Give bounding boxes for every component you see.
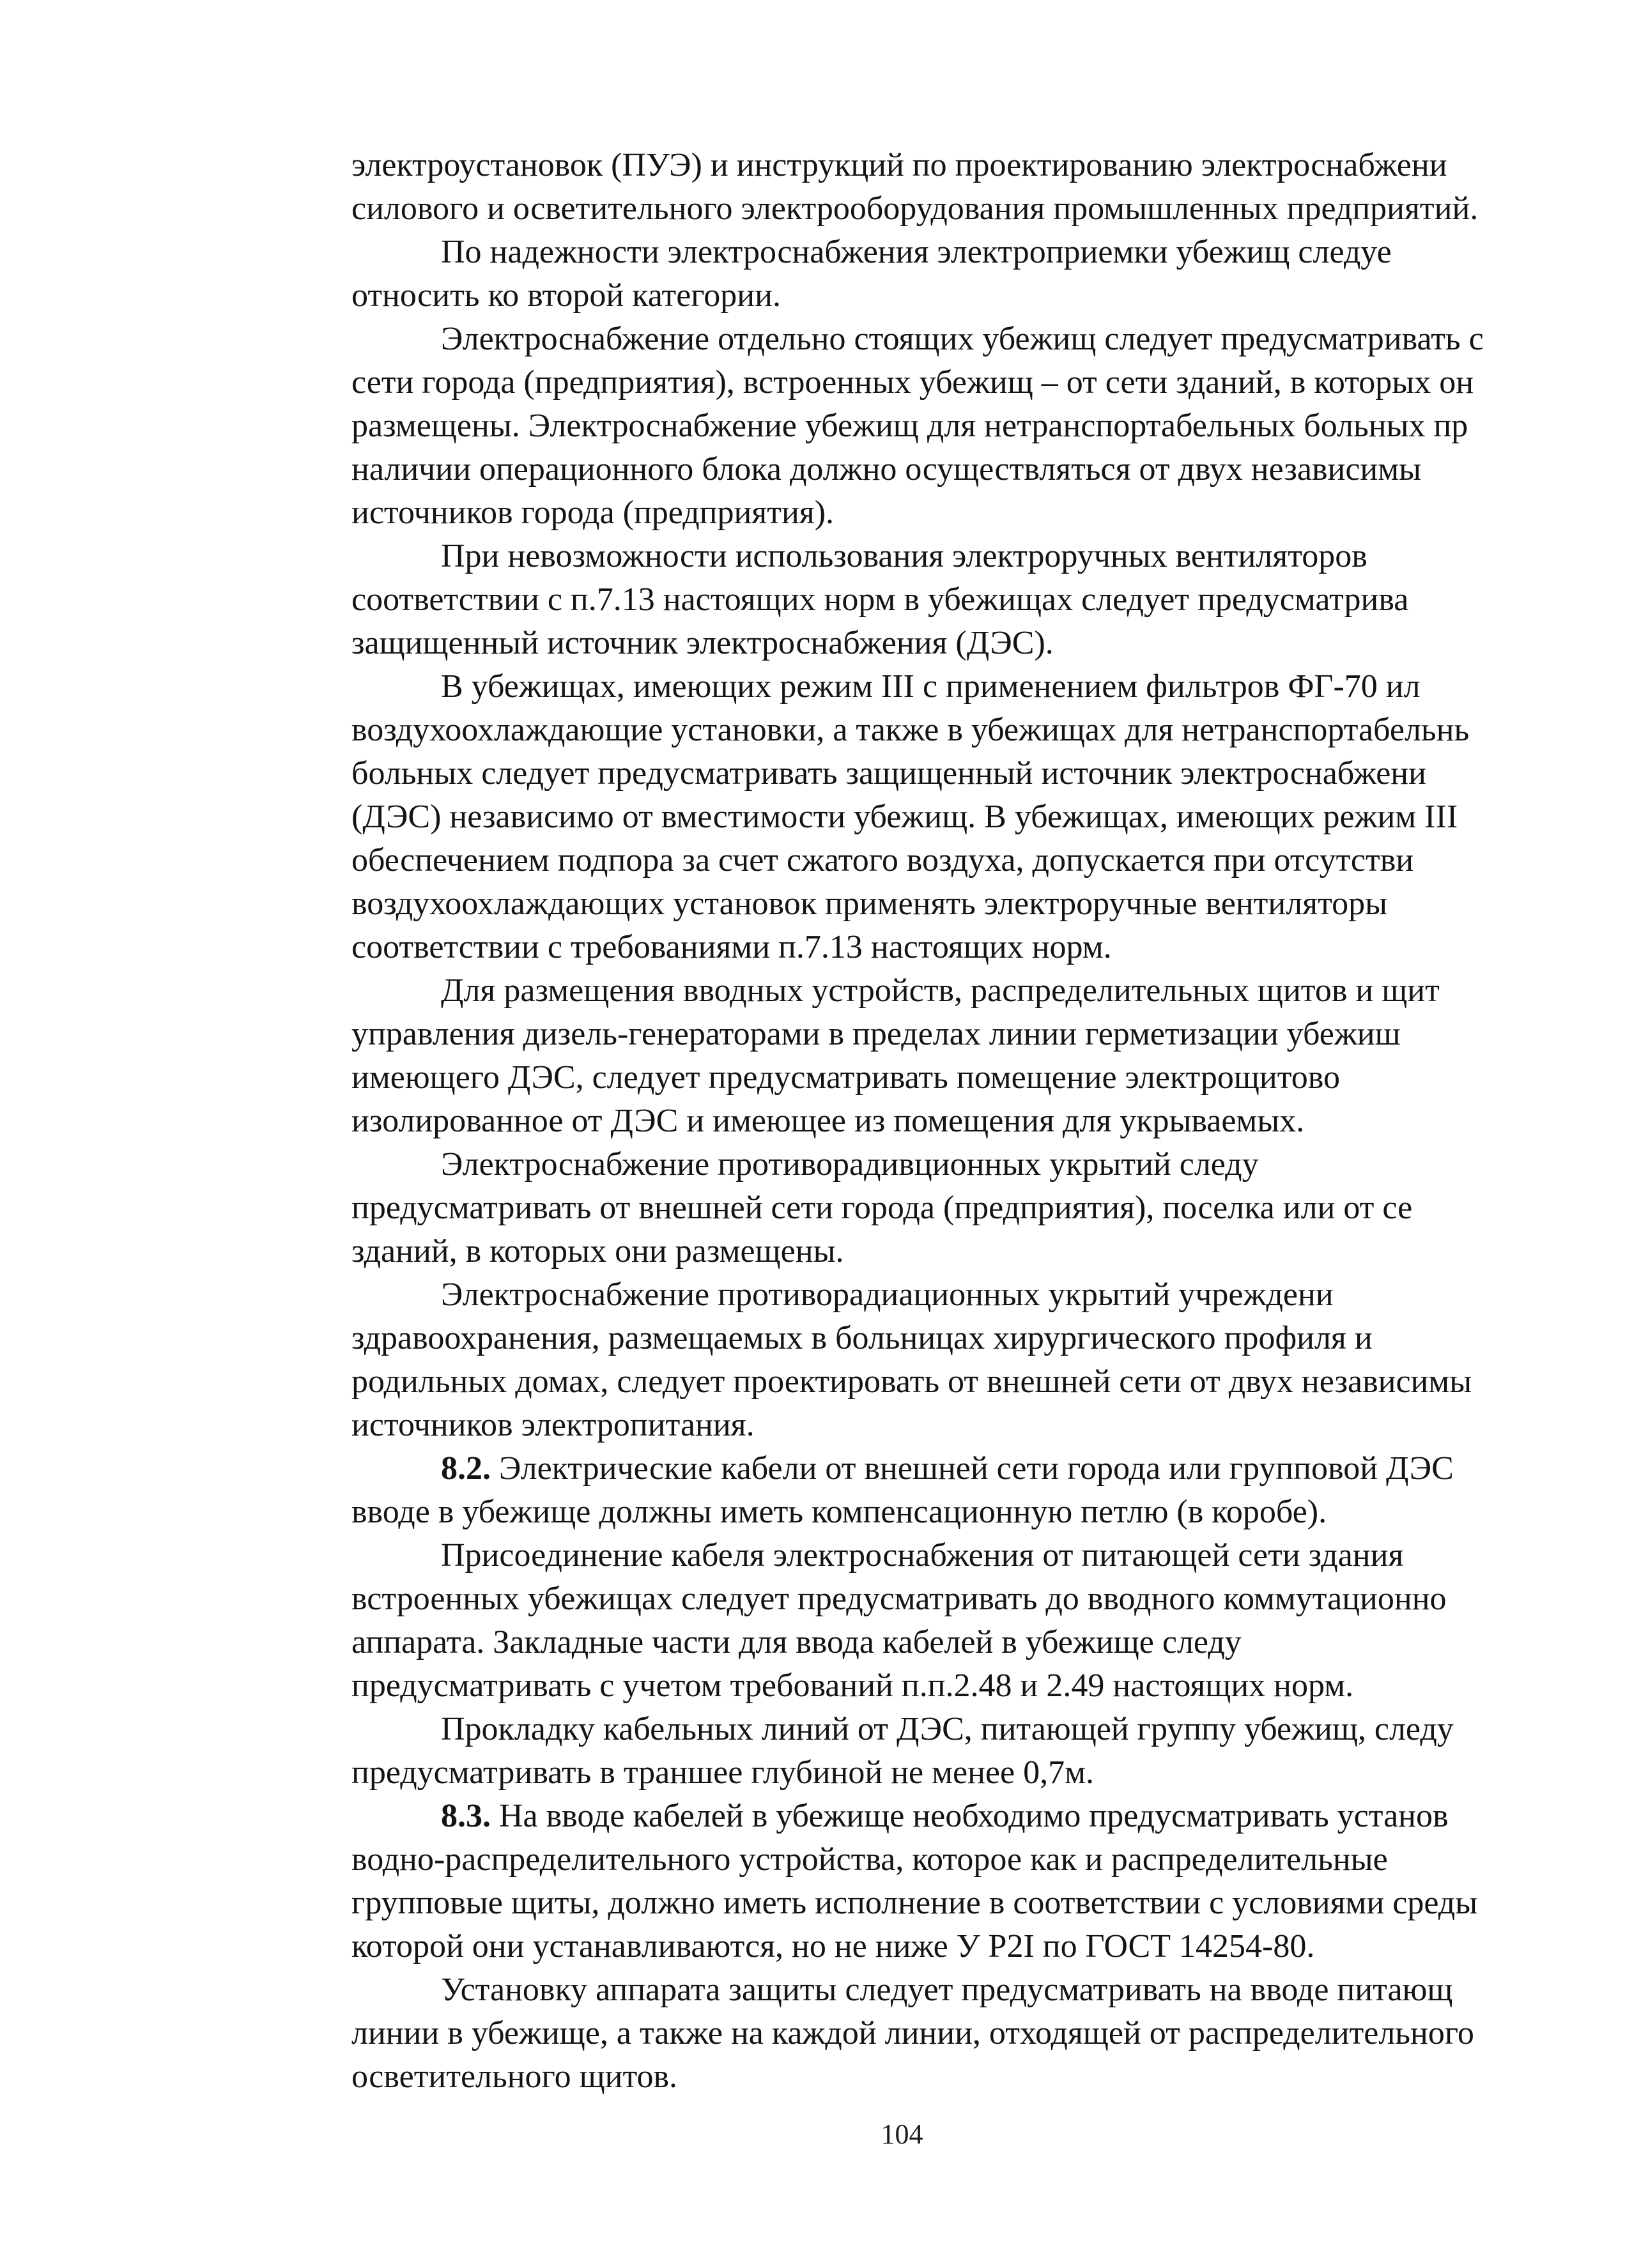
text-line: источников города (предприятия). [351,494,835,531]
paragraph-3 [351,318,1625,535]
clause-text: На вводе кабелей в убежище необходимо предусматривать установ [491,1798,1449,1834]
text-line: соответствии с требованиями п.7.13 настоящих норм. [351,929,1112,965]
text-line: Прокладку кабельных линий от ДЭС, питающей группу убежищ, следу [441,1711,1454,1747]
text-line: которой они устанавливаются, но не ниже У Р2I по ГОСТ 14254-80. [351,1928,1315,1965]
text-line: предусматривать в траншее глубиной не менее 0,7м. [351,1754,1094,1791]
text-line [351,1795,1625,1838]
text-line: соответствии с п.7.13 настоящих норм в убежищах следует предусматрива [351,581,1409,618]
text-line: аппарата. Закладные части для ввода кабелей в убежище следу [351,1624,1242,1660]
document-body [351,144,1625,2099]
text-line: силового и осветительного электрооборудования промышленных предприятий. [351,190,1479,227]
text-line: воздухоохлаждающих установок применять электроручные вентиляторы [351,885,1388,922]
text-line: изолированное от ДЭС и имеющее из помещения для укрываемых. [351,1103,1305,1139]
paragraph-13 [351,1968,1625,2099]
text-line: предусматривать от внешней сети города (предприятия), поселка или от се [351,1190,1413,1226]
text-line: Электроснабжение отдельно стоящих убежищ следует предусматривать с [441,321,1484,357]
paragraph-2 [351,231,1625,318]
paragraph-10 [351,1534,1625,1708]
text-line: наличии операционного блока должно осуществляться от двух независимы [351,451,1422,487]
text-line: электроустановок (ПУЭ) и инструкций по проектированию электроснабжени [351,147,1447,183]
text-line: водно-распределительного устройства, которое как и распределительные [351,1841,1388,1878]
text-line: зданий, в которых они размещены. [351,1233,844,1269]
clause-number: 8.3. [441,1798,491,1834]
paragraph-clause-8-3 [351,1795,1625,1968]
text-line: групповые щиты, должно иметь исполнение в соответствии с условиями среды [351,1885,1478,1921]
text-line: сети города (предприятия), встроенных убежищ – от сети зданий, в которых он [351,364,1474,401]
text-line: осветительного щитов. [351,2058,678,2095]
text-line: При невозможности использования электроручных вентиляторов [441,538,1367,574]
text-line: относить ко второй категории. [351,277,781,314]
text-line: здравоохранения, размещаемых в больницах хирургического профиля и [351,1320,1373,1356]
paragraph-7 [351,1143,1625,1273]
clause-text: Электрические кабели от внешней сети города или групповой ДЭС [491,1450,1454,1487]
paragraph-4 [351,535,1625,665]
text-line: больных следует предусматривать защищенный источник электроснабжени [351,755,1426,792]
text-line: родильных домах, следует проектировать от внешней сети от двух независимы [351,1363,1472,1400]
paragraph-5 [351,665,1625,969]
text-line: Установку аппарата защиты следует предусматривать на вводе питающ [441,1972,1453,2008]
paragraph-1 [351,144,1625,231]
text-line: обеспечением подпора за счет сжатого воздуха, допускается при отсутстви [351,842,1414,878]
text-line: Электроснабжение противорадиационных укрытий учреждени [441,1276,1334,1313]
text-line: Присоединение кабеля электроснабжения от питающей сети здания [441,1537,1404,1574]
text-line: В убежищах, имеющих режим III с применением фильтров ФГ-70 ил [441,668,1421,705]
text-line [351,1447,1625,1490]
text-line: защищенный источник электроснабжения (ДЭС). [351,625,1054,661]
clause-number: 8.2. [441,1450,491,1487]
text-line: линии в убежище, а также на каждой линии, отходящей от распределительного [351,2015,1474,2051]
paragraph-11 [351,1708,1625,1795]
text-line: предусматривать с учетом требований п.п.2.48 и 2.49 настоящих норм. [351,1667,1354,1704]
text-line: управления дизель-генераторами в пределах линии герметизации убежиш [351,1016,1401,1052]
text-line: воздухоохлаждающие установки, а также в убежищах для нетранспортабельнь [351,712,1470,748]
text-line: источников электропитания. [351,1407,755,1443]
text-line: Для размещения вводных устройств, распределительных щитов и щит [441,972,1440,1009]
text-line: (ДЭС) независимо от вместимости убежищ. В убежищах, имеющих режим III [351,799,1458,835]
text-line: встроенных убежищах следует предусматривать до вводного коммутационно [351,1581,1447,1617]
page-number: 104 [881,2119,923,2150]
paragraph-clause-8-2 [351,1447,1625,1534]
text-line: По надежности электроснабжения электроприемки убежищ следуе [441,234,1392,270]
paragraph-6 [351,969,1625,1143]
text-line: размещены. Электроснабжение убежищ для нетранспортабельных больных пр [351,408,1468,444]
text-line: вводе в убежище должны иметь компенсационную петлю (в коробе). [351,1494,1327,1530]
text-line: имеющего ДЭС, следует предусматривать помещение электрощитово [351,1059,1340,1096]
text-line: Электроснабжение противорадивционных укрытий следу [441,1146,1259,1183]
paragraph-8 [351,1273,1625,1447]
